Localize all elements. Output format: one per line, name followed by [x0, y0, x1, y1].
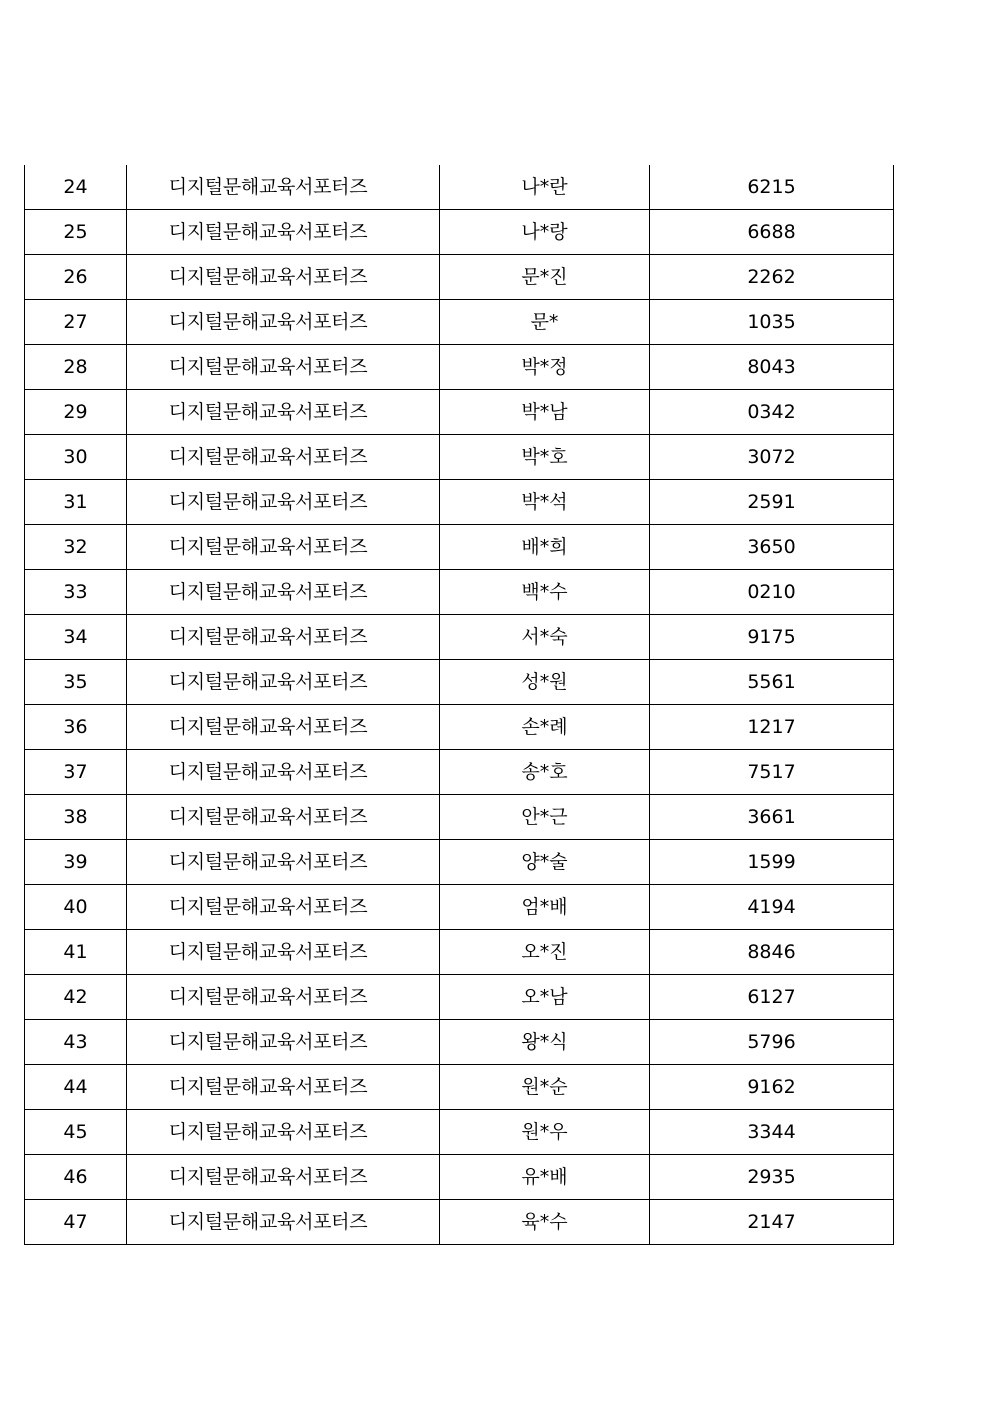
row-number-cell: 34 — [25, 615, 127, 660]
group-name-cell: 디지털문해교육서포터즈 — [127, 570, 440, 615]
row-number-cell: 28 — [25, 345, 127, 390]
group-name-cell: 디지털문해교육서포터즈 — [127, 840, 440, 885]
row-number-cell: 42 — [25, 975, 127, 1020]
row-number-cell: 33 — [25, 570, 127, 615]
row-number-cell: 46 — [25, 1155, 127, 1200]
code-cell: 3661 — [650, 795, 894, 840]
group-name-cell: 디지털문해교육서포터즈 — [127, 390, 440, 435]
group-name-cell: 디지털문해교육서포터즈 — [127, 435, 440, 480]
group-name-cell: 디지털문해교육서포터즈 — [127, 660, 440, 705]
table-row — [25, 1155, 894, 1200]
person-name-cell: 문* — [440, 300, 650, 345]
group-name-cell: 디지털문해교육서포터즈 — [127, 165, 440, 210]
table-row — [25, 705, 894, 750]
person-name-cell: 문*진 — [440, 255, 650, 300]
row-number-cell: 47 — [25, 1200, 127, 1245]
row-number-cell: 45 — [25, 1110, 127, 1155]
table-row — [25, 795, 894, 840]
row-number-cell: 39 — [25, 840, 127, 885]
code-cell: 2591 — [650, 480, 894, 525]
code-cell: 0210 — [650, 570, 894, 615]
code-cell: 1599 — [650, 840, 894, 885]
person-name-cell: 박*석 — [440, 480, 650, 525]
row-number-cell: 37 — [25, 750, 127, 795]
person-name-cell: 백*수 — [440, 570, 650, 615]
table-row — [25, 885, 894, 930]
person-name-cell: 박*남 — [440, 390, 650, 435]
group-name-cell: 디지털문해교육서포터즈 — [127, 1020, 440, 1065]
person-name-cell: 손*례 — [440, 705, 650, 750]
person-name-cell: 양*술 — [440, 840, 650, 885]
person-name-cell: 배*희 — [440, 525, 650, 570]
table-row — [25, 525, 894, 570]
group-name-cell: 디지털문해교육서포터즈 — [127, 1200, 440, 1245]
group-name-cell: 디지털문해교육서포터즈 — [127, 210, 440, 255]
code-cell: 1217 — [650, 705, 894, 750]
row-number-cell: 29 — [25, 390, 127, 435]
code-cell: 6688 — [650, 210, 894, 255]
person-name-cell: 원*우 — [440, 1110, 650, 1155]
row-number-cell: 26 — [25, 255, 127, 300]
row-number-cell: 44 — [25, 1065, 127, 1110]
group-name-cell: 디지털문해교육서포터즈 — [127, 255, 440, 300]
table-row — [25, 255, 894, 300]
person-name-cell: 나*랑 — [440, 210, 650, 255]
table-row — [25, 1200, 894, 1245]
group-name-cell: 디지털문해교육서포터즈 — [127, 345, 440, 390]
row-number-cell: 36 — [25, 705, 127, 750]
person-name-cell: 서*숙 — [440, 615, 650, 660]
table-row — [25, 435, 894, 480]
person-name-cell: 왕*식 — [440, 1020, 650, 1065]
code-cell: 8043 — [650, 345, 894, 390]
code-cell: 4194 — [650, 885, 894, 930]
code-cell: 9162 — [650, 1065, 894, 1110]
group-name-cell: 디지털문해교육서포터즈 — [127, 705, 440, 750]
code-cell: 2262 — [650, 255, 894, 300]
group-name-cell: 디지털문해교육서포터즈 — [127, 930, 440, 975]
person-name-cell: 유*배 — [440, 1155, 650, 1200]
group-name-cell: 디지털문해교육서포터즈 — [127, 750, 440, 795]
code-cell: 0342 — [650, 390, 894, 435]
code-cell: 2935 — [650, 1155, 894, 1200]
group-name-cell: 디지털문해교육서포터즈 — [127, 1155, 440, 1200]
table-row — [25, 1110, 894, 1155]
person-name-cell: 엄*배 — [440, 885, 650, 930]
code-cell: 8846 — [650, 930, 894, 975]
row-number-cell: 25 — [25, 210, 127, 255]
row-number-cell: 40 — [25, 885, 127, 930]
group-name-cell: 디지털문해교육서포터즈 — [127, 1065, 440, 1110]
person-name-cell: 원*순 — [440, 1065, 650, 1110]
table-row — [25, 570, 894, 615]
person-name-cell: 오*남 — [440, 975, 650, 1020]
person-name-cell: 안*근 — [440, 795, 650, 840]
code-cell: 2147 — [650, 1200, 894, 1245]
row-number-cell: 27 — [25, 300, 127, 345]
row-number-cell: 31 — [25, 480, 127, 525]
group-name-cell: 디지털문해교육서포터즈 — [127, 975, 440, 1020]
code-cell: 3072 — [650, 435, 894, 480]
code-cell: 7517 — [650, 750, 894, 795]
row-number-cell: 41 — [25, 930, 127, 975]
table-row — [25, 930, 894, 975]
code-cell: 3344 — [650, 1110, 894, 1155]
row-number-cell: 43 — [25, 1020, 127, 1065]
group-name-cell: 디지털문해교육서포터즈 — [127, 615, 440, 660]
person-name-cell: 오*진 — [440, 930, 650, 975]
group-name-cell: 디지털문해교육서포터즈 — [127, 795, 440, 840]
table-row — [25, 480, 894, 525]
group-name-cell: 디지털문해교육서포터즈 — [127, 885, 440, 930]
table-row — [25, 840, 894, 885]
person-name-cell: 박*호 — [440, 435, 650, 480]
row-number-cell: 35 — [25, 660, 127, 705]
code-cell: 5796 — [650, 1020, 894, 1065]
table-row — [25, 390, 894, 435]
table-row — [25, 615, 894, 660]
table-row — [25, 165, 894, 210]
table-row — [25, 210, 894, 255]
table-row — [25, 345, 894, 390]
person-name-cell: 나*란 — [440, 165, 650, 210]
person-name-cell: 성*원 — [440, 660, 650, 705]
code-cell: 9175 — [650, 615, 894, 660]
row-number-cell: 32 — [25, 525, 127, 570]
table-row — [25, 975, 894, 1020]
row-number-cell: 38 — [25, 795, 127, 840]
group-name-cell: 디지털문해교육서포터즈 — [127, 300, 440, 345]
roster-table — [24, 165, 894, 1245]
table-row — [25, 300, 894, 345]
table-row — [25, 750, 894, 795]
table-row — [25, 1020, 894, 1065]
code-cell: 3650 — [650, 525, 894, 570]
table-row — [25, 660, 894, 705]
row-number-cell: 30 — [25, 435, 127, 480]
code-cell: 6127 — [650, 975, 894, 1020]
row-number-cell: 24 — [25, 165, 127, 210]
roster-table-body — [25, 165, 894, 1245]
group-name-cell: 디지털문해교육서포터즈 — [127, 480, 440, 525]
group-name-cell: 디지털문해교육서포터즈 — [127, 1110, 440, 1155]
person-name-cell: 송*호 — [440, 750, 650, 795]
person-name-cell: 박*정 — [440, 345, 650, 390]
code-cell: 5561 — [650, 660, 894, 705]
group-name-cell: 디지털문해교육서포터즈 — [127, 525, 440, 570]
person-name-cell: 육*수 — [440, 1200, 650, 1245]
code-cell: 6215 — [650, 165, 894, 210]
table-row — [25, 1065, 894, 1110]
code-cell: 1035 — [650, 300, 894, 345]
